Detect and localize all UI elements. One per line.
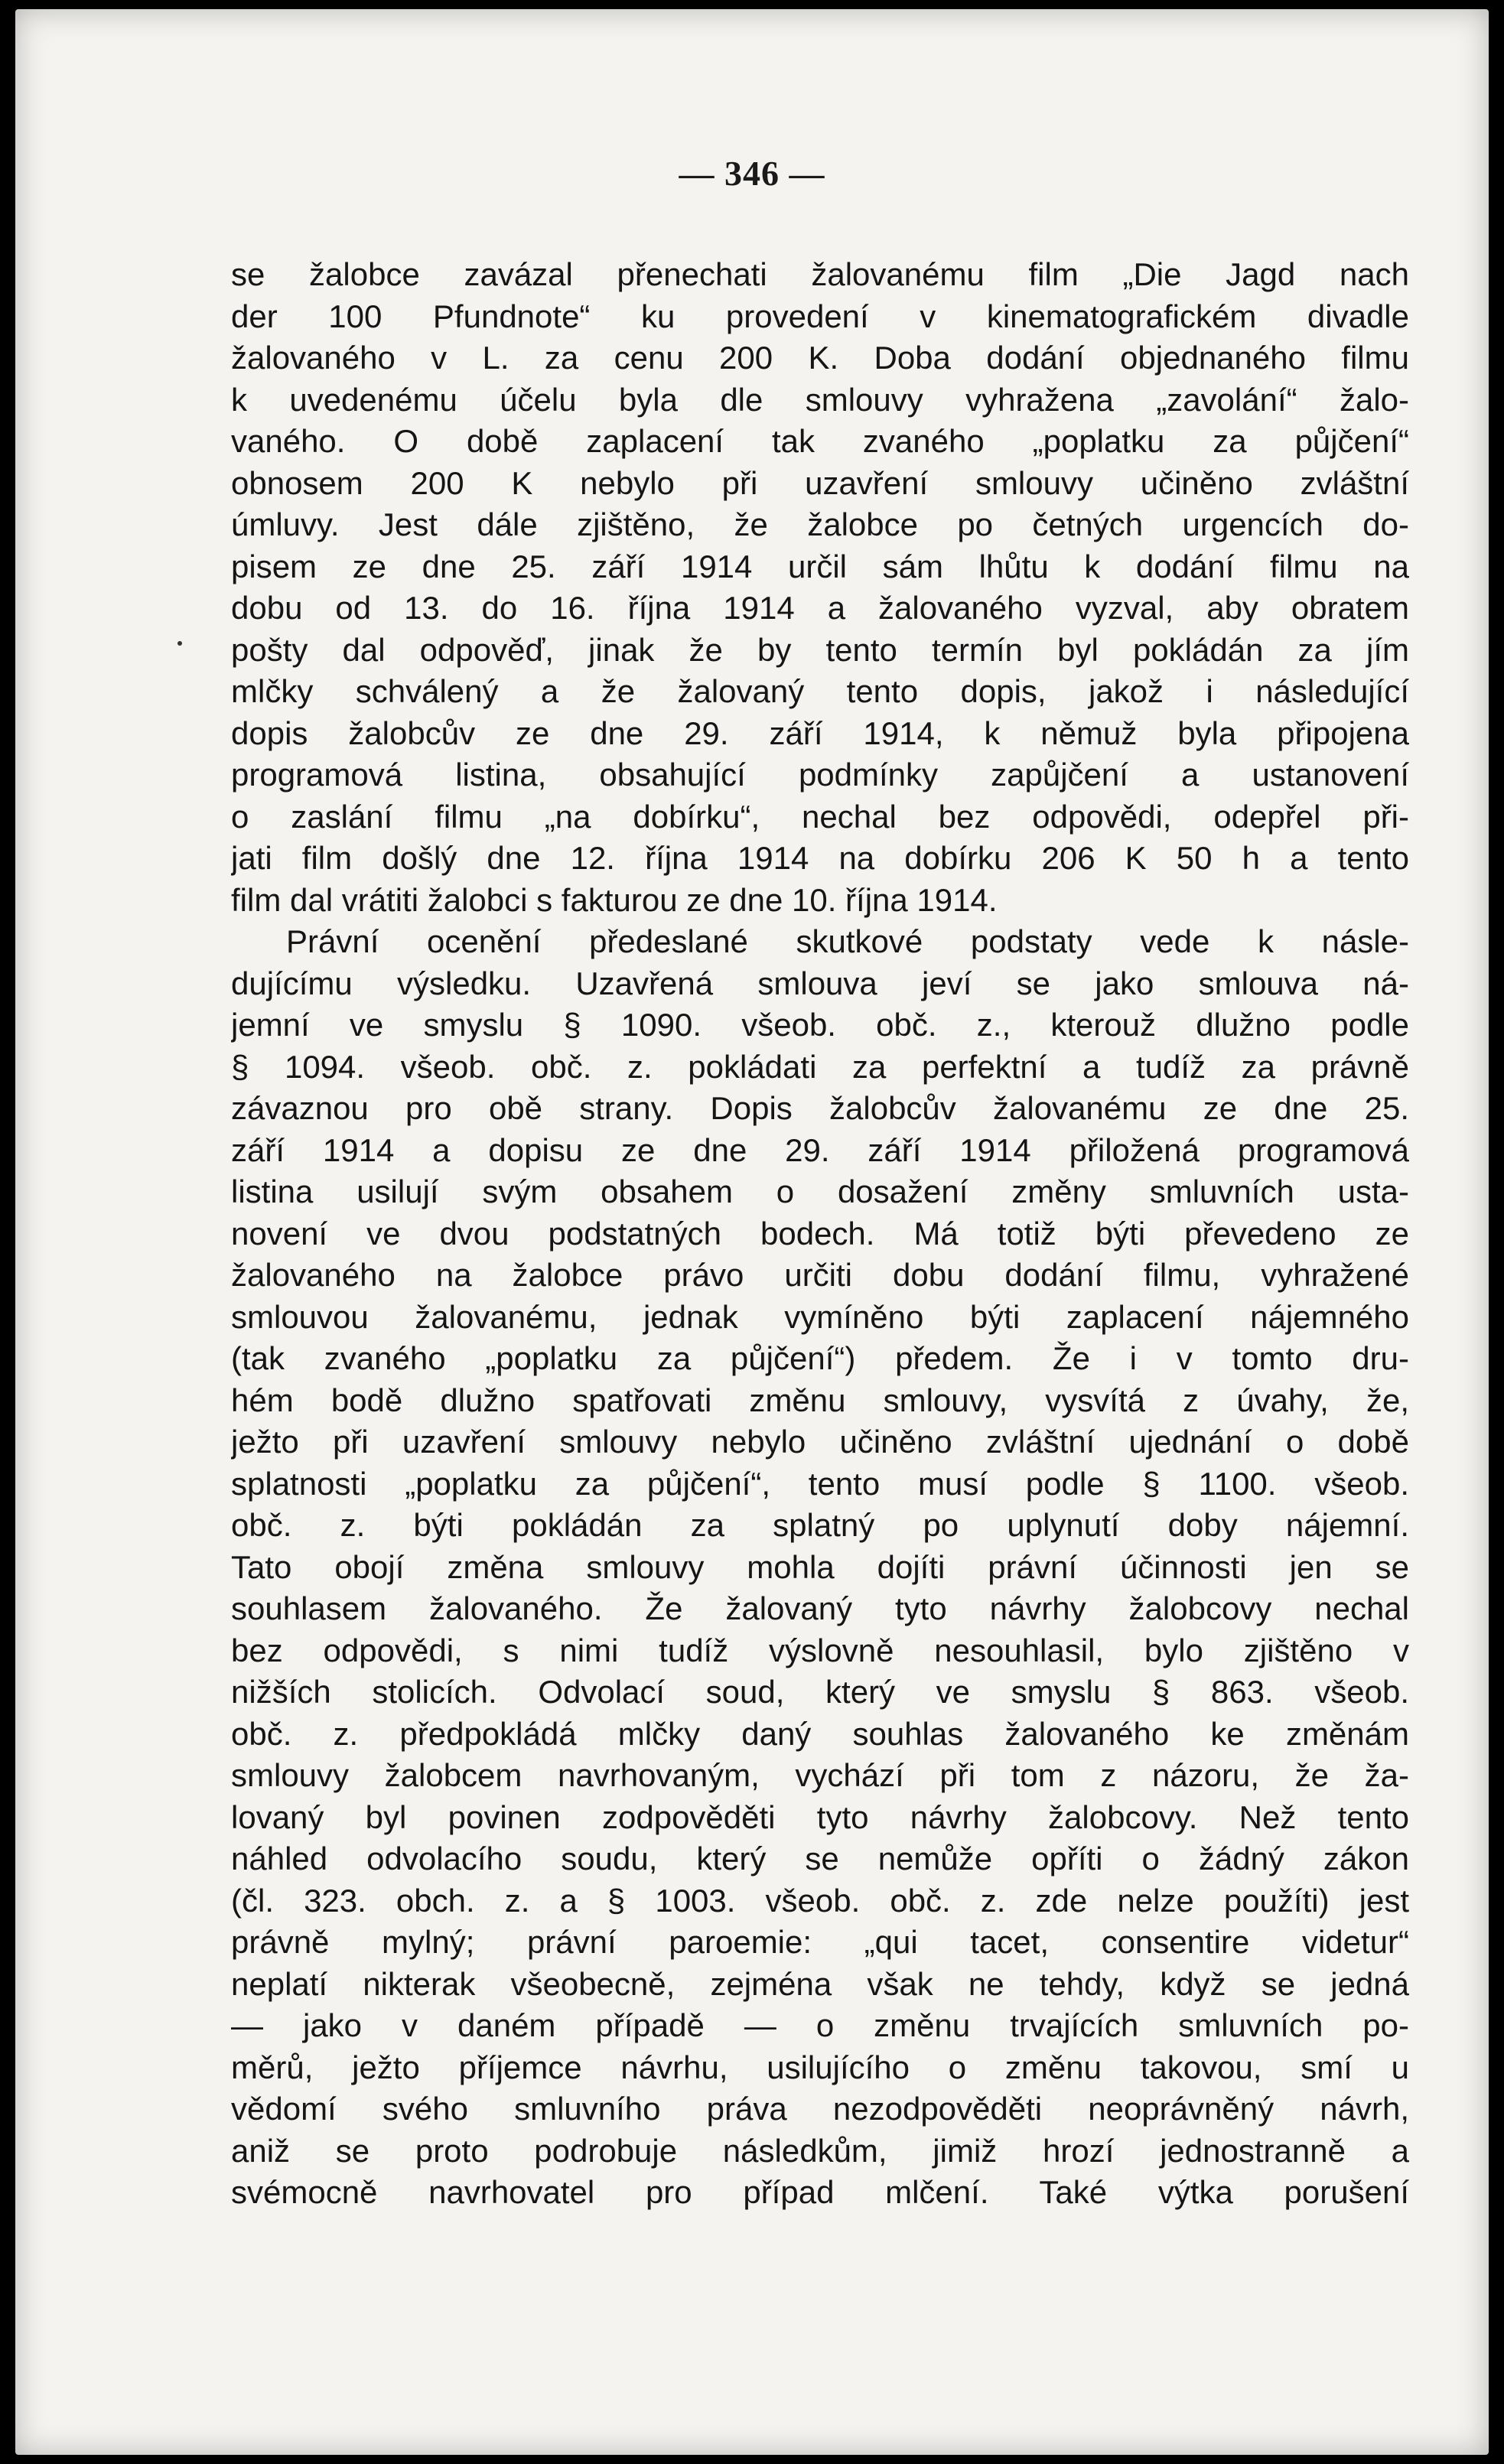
- text-line: k uvedenému účelu byla dle smlouvy vyhražena „zavolání“ žalo-: [231, 381, 1409, 418]
- text-line: pisem ze dne 25. září 1914 určil sám lhůtu k dodání filmu na: [231, 548, 1409, 584]
- text-line: film dal vrátiti žalobci s fakturou ze dne 10. října 1914.: [231, 881, 998, 918]
- text-line: měrů, ježto příjemce návrhu, usilujícího o změnu takovou, smí u: [231, 2049, 1409, 2085]
- text-line: nižších stolicích. Odvolací soud, který ve smyslu § 863. všeob.: [231, 1674, 1409, 1710]
- text-line: hém bodě dlužno spatřovati změnu smlouvy, vysvítá z úvahy, že,: [231, 1382, 1409, 1418]
- text-line: závaznou pro obě strany. Dopis žalobcův žalovanému ze dne 25.: [231, 1090, 1409, 1126]
- text-line: Tato obojí změna smlouvy mohla dojíti právní účinnosti jen se: [231, 1548, 1409, 1585]
- text-line: jemní ve smyslu § 1090. všeob. obč. z., kterouž dlužno podle: [231, 1007, 1409, 1043]
- text-line: obč. z. předpokládá mlčky daný souhlas žalovaného ke změnám: [231, 1715, 1409, 1752]
- text-line: smlouvou žalovanému, jednak vymíněno býti zaplacení nájemného: [231, 1298, 1409, 1335]
- text-line: o zaslání filmu „na dobírku“, nechal bez odpovědi, odepřel při-: [231, 798, 1409, 835]
- text-line: bez odpovědi, s nimi tudíž výslovně nesouhlasil, bylo zjištěno v: [231, 1632, 1409, 1668]
- text-line: pošty dal odpověď, jinak že by tento termín byl pokládán za jím: [231, 631, 1409, 668]
- text-line: obč. z. býti pokládán za splatný po uplynutí doby nájemní.: [231, 1507, 1409, 1543]
- text-line: dopis žalobcův ze dne 29. září 1914, k němuž byla připojena: [231, 714, 1409, 751]
- text-line: programová listina, obsahující podmínky zapůjčení a ustanovení: [231, 757, 1409, 793]
- text-line: aniž se proto podrobuje následkům, jimiž hrozí jednostranně a: [231, 2132, 1409, 2169]
- text-line: smlouvy žalobcem navrhovaným, vychází při tom z názoru, že ža-: [231, 1757, 1409, 1793]
- text-line: (tak zvaného „poplatku za půjčení“) předem. Že i v tomto dru-: [231, 1340, 1409, 1376]
- text-line: (čl. 323. obch. z. a § 1003. všeob. obč. z. zde nelze použíti) jest: [231, 1882, 1409, 1919]
- text-line: vědomí svého smluvního práva nezodpověděti neoprávněný návrh,: [231, 2091, 1409, 2127]
- text-line: mlčky schválený a že žalovaný tento dopis, jakož i následující: [231, 673, 1409, 709]
- text-line: dobu od 13. do 16. října 1914 a žalovaného vyzval, aby obratem: [231, 590, 1409, 626]
- scanned-page: [15, 9, 1489, 2455]
- text-line: Právní ocenění předeslané skutkové podstaty vede k násle-: [286, 923, 1409, 959]
- margin-speck: [177, 641, 182, 646]
- page-number: — 346 —: [679, 154, 825, 193]
- text-line: žalovaného v L. za cenu 200 K. Doba dodání objednaného filmu: [231, 340, 1409, 376]
- text-line: obnosem 200 K nebylo při uzavření smlouvy učiněno zvláštní: [231, 464, 1409, 501]
- text-line: vaného. O době zaplacení tak zvaného „poplatku za půjčení“: [231, 423, 1409, 459]
- text-line: náhled odvolacího soudu, který se nemůže opříti o žádný zákon: [231, 1841, 1409, 1876]
- text-line: svémocně navrhovatel pro případ mlčení. Také výtka porušení: [231, 2174, 1409, 2210]
- text-line: § 1094. všeob. obč. z. pokládati za perfektní a tudíž za právně: [231, 1048, 1409, 1085]
- text-line: jati film došlý dne 12. října 1914 na dobírku 206 K 50 h a tento: [231, 840, 1409, 876]
- text-line: se žalobce zavázal přenechati žalovanému film „Die Jagd nach: [231, 256, 1409, 292]
- text-line: právně mylný; právní paroemie: „qui tacet, consentire videtur“: [231, 1924, 1409, 1960]
- text-line: — jako v daném případě — o změnu trvajících smluvních po-: [231, 2007, 1409, 2043]
- text-line: neplatí nikterak všeobecně, zejména však ne tehdy, když se jedná: [231, 1965, 1409, 2002]
- text-line: úmluvy. Jest dále zjištěno, že žalobce po četných urgencích do-: [231, 506, 1409, 542]
- text-line: novení ve dvou podstatných bodech. Má totiž býti převedeno ze: [231, 1215, 1409, 1252]
- text-line: der 100 Pfundnote“ ku provedení v kinematografickém divadle: [231, 298, 1409, 334]
- text-line: dujícímu výsledku. Uzavřená smlouva jeví se jako smlouva ná-: [231, 965, 1409, 1001]
- body-text: [231, 254, 1409, 2214]
- text-line: září 1914 a dopisu ze dne 29. září 1914 přiložená programová: [231, 1131, 1409, 1168]
- text-line: lovaný byl povinen zodpověděti tyto návrhy žalobcovy. Než tento: [231, 1798, 1409, 1835]
- text-line: splatnosti „poplatku za půjčení“, tento musí podle § 1100. všeob.: [231, 1465, 1409, 1502]
- text-line: souhlasem žalovaného. Že žalovaný tyto návrhy žalobcovy nechal: [231, 1590, 1409, 1626]
- text-line: ježto při uzavření smlouvy nebylo učiněno zvláštní ujednání o době: [231, 1424, 1409, 1460]
- text-line: žalovaného na žalobce právo určiti dobu dodání filmu, vyhražené: [231, 1257, 1409, 1293]
- text-line: listina usilují svým obsahem o dosažení změny smluvních usta-: [231, 1173, 1409, 1209]
